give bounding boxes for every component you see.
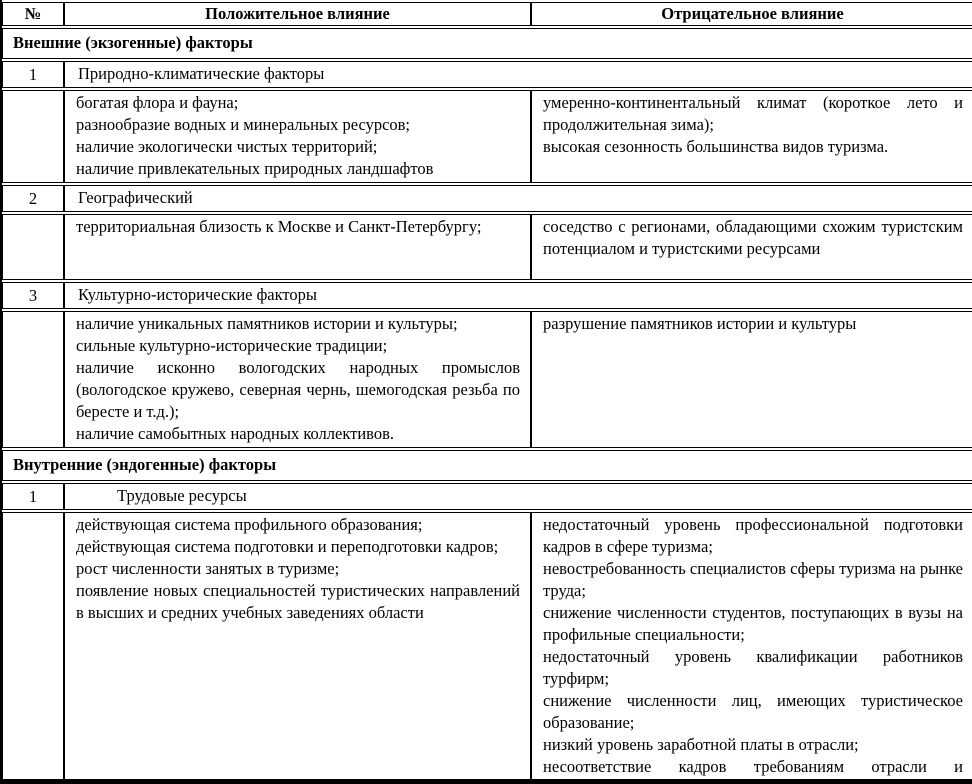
factor-row-1: [2, 61, 972, 88]
cell-paragraph: высокая сезонность большинства видов туризма.: [543, 137, 889, 156]
content-row-labor: [2, 512, 972, 781]
cell-paragraph: снижение численности лиц, имеющих туристическое образование;: [543, 691, 963, 732]
header-positive-cell: Положительное влияние: [64, 2, 531, 26]
cell-paragraph: снижение численности студентов, поступающих в вузы на профильные специальности;: [543, 603, 963, 644]
negative-cell: [531, 90, 972, 183]
content-row-1: [2, 90, 972, 183]
cell-paragraph: появление новых специальностей туристических направлений в высших и средних учебных заведениях области: [76, 581, 520, 622]
cell-paragraph: недостаточный уровень квалификации работников турфирм;: [543, 647, 963, 688]
cell-paragraph: недостаточный уровень профессиональной подготовки кадров в сфере туризма;: [543, 515, 963, 556]
cell-paragraph: территориальная близость к Москве и Санкт-Петербургу;: [76, 217, 482, 236]
table-header-row: [2, 2, 972, 26]
row-number-cell: 3: [2, 282, 64, 309]
cell-paragraph-clipped: несоответствие кадров требованиям отрасли и: [543, 757, 963, 776]
section-row-external: [2, 28, 972, 59]
cell-paragraph: действующая система подготовки и переподготовки кадров;: [76, 537, 499, 556]
positive-cell: [64, 90, 531, 183]
content-row-3: [2, 311, 972, 448]
positive-cell: [64, 214, 531, 280]
cell-paragraph: богатая флора и фауна;: [76, 93, 239, 112]
header-number-cell: №: [2, 2, 64, 26]
header-negative-cell: Отрицательное влияние: [531, 2, 972, 26]
cell-paragraph: разрушение памятников истории и культуры: [543, 314, 857, 333]
section-title-external: Внешние (экзогенные) факторы: [2, 28, 972, 59]
row-number-cell: 1: [2, 483, 64, 510]
factor-row-2: [2, 185, 972, 212]
cell-paragraph: действующая система профильного образования;: [76, 515, 423, 534]
positive-cell: [64, 512, 531, 781]
cell-paragraph: наличие экологически чистых территорий;: [76, 137, 378, 156]
cell-paragraph: невостребованность специалистов сферы туризма на рынке труда;: [543, 559, 963, 600]
negative-cell: [531, 311, 972, 448]
section-title-internal: Внутренние (эндогенные) факторы: [2, 450, 972, 481]
cell-paragraph: наличие привлекательных природных ландшафтов: [76, 159, 434, 178]
row-number-cell: 2: [2, 185, 64, 212]
positive-cell: [64, 311, 531, 448]
negative-paragraph-list: [543, 514, 963, 756]
row-number-cell-empty: [2, 512, 64, 781]
cell-paragraph: разнообразие водных и минеральных ресурсов;: [76, 115, 411, 134]
cell-paragraph: соседство с регионами, обладающими схожим туристским потенциалом и туристскими ресурсами: [543, 217, 963, 258]
content-row-2: [2, 214, 972, 280]
row-number-cell-empty: [2, 311, 64, 448]
cell-paragraph: наличие уникальных памятников истории и культуры;: [76, 314, 458, 333]
factor-title-cell: Трудовые ресурсы: [64, 483, 972, 510]
cell-paragraph: умеренно-континентальный климат (короткое лето и продолжительная зима);: [543, 93, 963, 134]
factor-row-labor: [2, 483, 972, 510]
negative-cell: [531, 512, 972, 781]
row-number-cell-empty: [2, 90, 64, 183]
cell-paragraph: сильные культурно-исторические традиции;: [76, 336, 388, 355]
cell-paragraph: наличие самобытных народных коллективов.: [76, 424, 395, 443]
screenshot-bottom-edge: [0, 779, 972, 784]
factor-row-3: [2, 282, 972, 309]
factor-title-cell: Природно-климатические факторы: [64, 61, 972, 88]
factor-title-cell: Географический: [64, 185, 972, 212]
negative-cell: [531, 214, 972, 280]
section-row-internal: [2, 450, 972, 481]
cell-paragraph: низкий уровень заработной платы в отрасли;: [543, 735, 859, 754]
factor-title-cell: Культурно-исторические факторы: [64, 282, 972, 309]
row-number-cell: 1: [2, 61, 64, 88]
cell-paragraph: наличие исконно вологодских народных промыслов (вологодское кружево, северная чернь, шемогодская резьба по бересте и т.д.);: [76, 358, 520, 421]
cell-paragraph: рост численности занятых в туризме;: [76, 559, 340, 578]
row-number-cell-empty: [2, 214, 64, 280]
